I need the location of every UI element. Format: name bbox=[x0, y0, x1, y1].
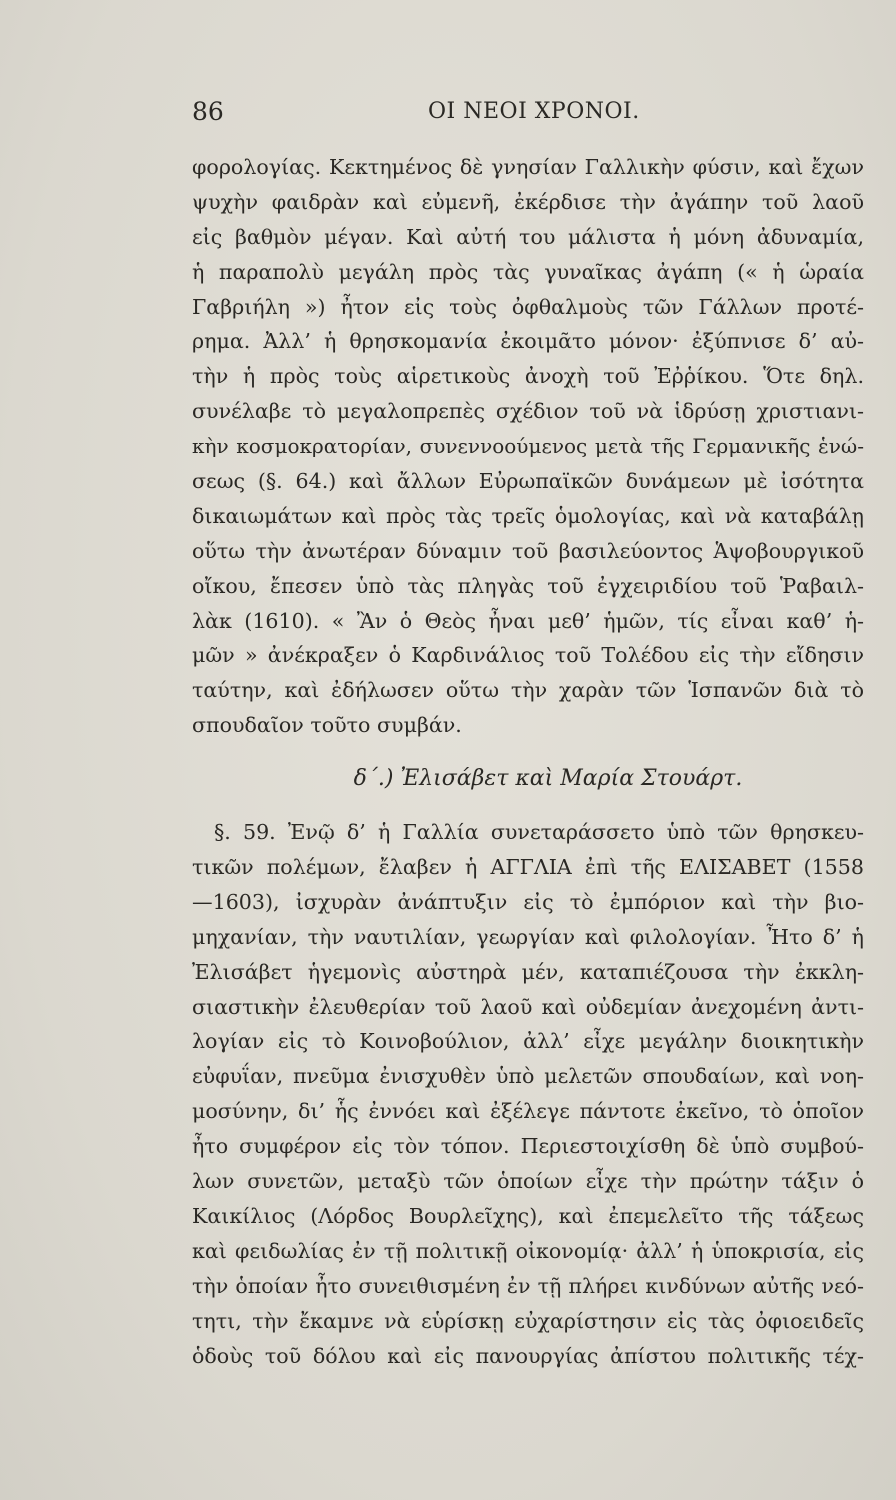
text-line: λων συνετῶν, μεταξὺ τῶν ὁποίων εἶχε τὴν πρώτην τάξιν ὁ bbox=[192, 1169, 864, 1194]
text-line: τητι, τὴν ἔκαμνε νὰ εὑρίσκῃ εὐχαρίστησιν εἰς τὰς ὀφιοειδεῖς bbox=[192, 1308, 864, 1333]
text-line: σπουδαῖον τοῦτο συμβάν. bbox=[192, 713, 462, 738]
text-line: εἰς βαθμὸν μέγαν. Καὶ αὐτή του μάλιστα ἡ μόνη ἀδυναμία, bbox=[192, 224, 864, 249]
text-line: οἴκου, ἔπεσεν ὑπὸ τὰς πληγὰς τοῦ ἐγχειριδίου τοῦ Ῥαβαιλ- bbox=[192, 573, 864, 598]
page-number: 86 bbox=[192, 97, 224, 126]
text-line: τὴν ἡ πρὸς τοὺς αἱρετικοὺς ἀνοχὴ τοῦ Ἐῤῥίκου. Ὅτε δηλ. bbox=[192, 364, 864, 389]
text-line: κὴν κοσμοκρατορίαν, συνεννοούμενος μετὰ τῆς Γερμανικῆς ἑνώ- bbox=[192, 434, 864, 459]
text-line: Καικίλιος (Λόρδος Βουρλεῖχης), καὶ ἐπεμελεῖτο τῆς τάξεως bbox=[192, 1203, 864, 1228]
text-line: δικαιωμάτων καὶ πρὸς τὰς τρεῖς ὁμολογίας, καὶ νὰ καταβάλῃ bbox=[192, 503, 864, 528]
paragraph-1 bbox=[192, 150, 864, 743]
text-line: οὕτω τὴν ἀνωτέραν δύναμιν τοῦ βασιλεύοντος Ἁψοβουργικοῦ bbox=[192, 538, 864, 563]
text-line: φορολογίας. Κεκτημένος δὲ γνησίαν Γαλλικὴν φύσιν, καὶ ἔχων bbox=[192, 155, 864, 179]
text-line: §. 59. Ἐνῷ δ’ ἡ Γαλλία συνεταράσσετο ὑπὸ τῶν θρησκευ- bbox=[214, 820, 864, 845]
text-line: ρημα. Ἀλλ’ ἡ θρησκομανία ἐκοιμᾶτο μόνον· ἐξύπνισε δ’ αὐ- bbox=[192, 329, 864, 354]
text-line: μοσύνην, δι’ ἧς ἐννόει καὶ ἐξέλεγε πάντοτε ἐκεῖνο, τὸ ὁποῖον bbox=[192, 1099, 864, 1124]
text-line: λογίαν εἰς τὸ Κοινοβούλιον, ἀλλ’ εἶχε μεγάλην διοικητικὴν bbox=[192, 1029, 864, 1054]
text-line: ἡ παραπολὺ μεγάλη πρὸς τὰς γυναῖκας ἀγάπη (« ἡ ὡραία bbox=[192, 259, 864, 284]
text-line: Ἐλισάβετ ἡγεμονὶς αὐστηρὰ μέν, καταπιέζουσα τὴν ἐκκλη- bbox=[192, 959, 864, 984]
text-line: ὁδοὺς τοῦ δόλου καὶ εἰς πανουργίας ἀπίστου πολιτικῆς τέχ- bbox=[192, 1343, 864, 1368]
text-line: σεως (§. 64.) καὶ ἄλλων Εὐρωπαϊκῶν δυνάμεων μὲ ἰσότητα bbox=[192, 469, 864, 494]
section-heading: δ΄.) Ἐλισάβετ καὶ Μαρία Στουάρτ. bbox=[353, 766, 743, 792]
text-line: ταύτην, καὶ ἐδήλωσεν οὕτω τὴν χαρὰν τῶν Ἱσπανῶν διὰ τὸ bbox=[192, 678, 864, 703]
body-text bbox=[192, 150, 864, 1373]
text-line: τὴν ὁποίαν ἦτο συνειθισμένη ἐν τῇ πλήρει κινδύνων αὐτῆς νεό- bbox=[192, 1273, 864, 1298]
text-line: σιαστικὴν ἐλευθερίαν τοῦ λαοῦ καὶ οὐδεμίαν ἀνεχομένη ἀντι- bbox=[192, 994, 864, 1019]
text-line: μηχανίαν, τὴν ναυτιλίαν, γεωργίαν καὶ φιλολογίαν. Ἦτο δ’ ἡ bbox=[192, 924, 864, 949]
text-line: —1603), ἰσχυρὰν ἀνάπτυξιν εἰς τὸ ἐμπόριον καὶ τὴν βιο- bbox=[192, 889, 864, 914]
text-line: τικῶν πολέμων, ἔλαβεν ἡ ΑΓΓΛΙΑ ἐπὶ τῆς ΕΛΙΣΑΒΕΤ (1558 bbox=[192, 855, 864, 880]
running-title: ΟΙ ΝΕΟΙ ΧΡΟΝΟΙ. bbox=[428, 99, 640, 124]
text-line: καὶ φειδωλίας ἐν τῇ πολιτικῇ οἰκονομίᾳ· ἀλλ’ ἡ ὑποκρισία, εἰς bbox=[192, 1238, 864, 1263]
text-line: εὐφυΐαν, πνεῦμα ἐνισχυθὲν ὑπὸ μελετῶν σπουδαίων, καὶ νοη- bbox=[192, 1064, 864, 1089]
page-header bbox=[192, 92, 862, 132]
paragraph-2 bbox=[192, 815, 864, 1373]
text-line: μῶν » ἀνέκραξεν ὁ Καρδινάλιος τοῦ Τολέδου εἰς τὴν εἴδησιν bbox=[192, 643, 864, 668]
text-line: Γαβριήλη ») ἦτον εἰς τοὺς ὀφθαλμοὺς τῶν Γάλλων προτέ- bbox=[192, 294, 864, 319]
text-line: συνέλαβε τὸ μεγαλοπρεπὲς σχέδιον τοῦ νὰ ἱδρύσῃ χριστιανι- bbox=[192, 399, 864, 424]
text-line: ψυχὴν φαιδρὰν καὶ εὐμενῆ, ἐκέρδισε τὴν ἀγάπην τοῦ λαοῦ bbox=[192, 189, 864, 214]
text-line: ἦτο συμφέρον εἰς τὸν τόπον. Περιεστοιχίσθη δὲ ὑπὸ συμβού- bbox=[192, 1134, 864, 1159]
text-line: λὰκ (1610). « Ἂν ὁ Θεὸς ἦναι μεθ’ ἡμῶν, τίς εἶναι καθ’ ἡ- bbox=[192, 608, 864, 633]
